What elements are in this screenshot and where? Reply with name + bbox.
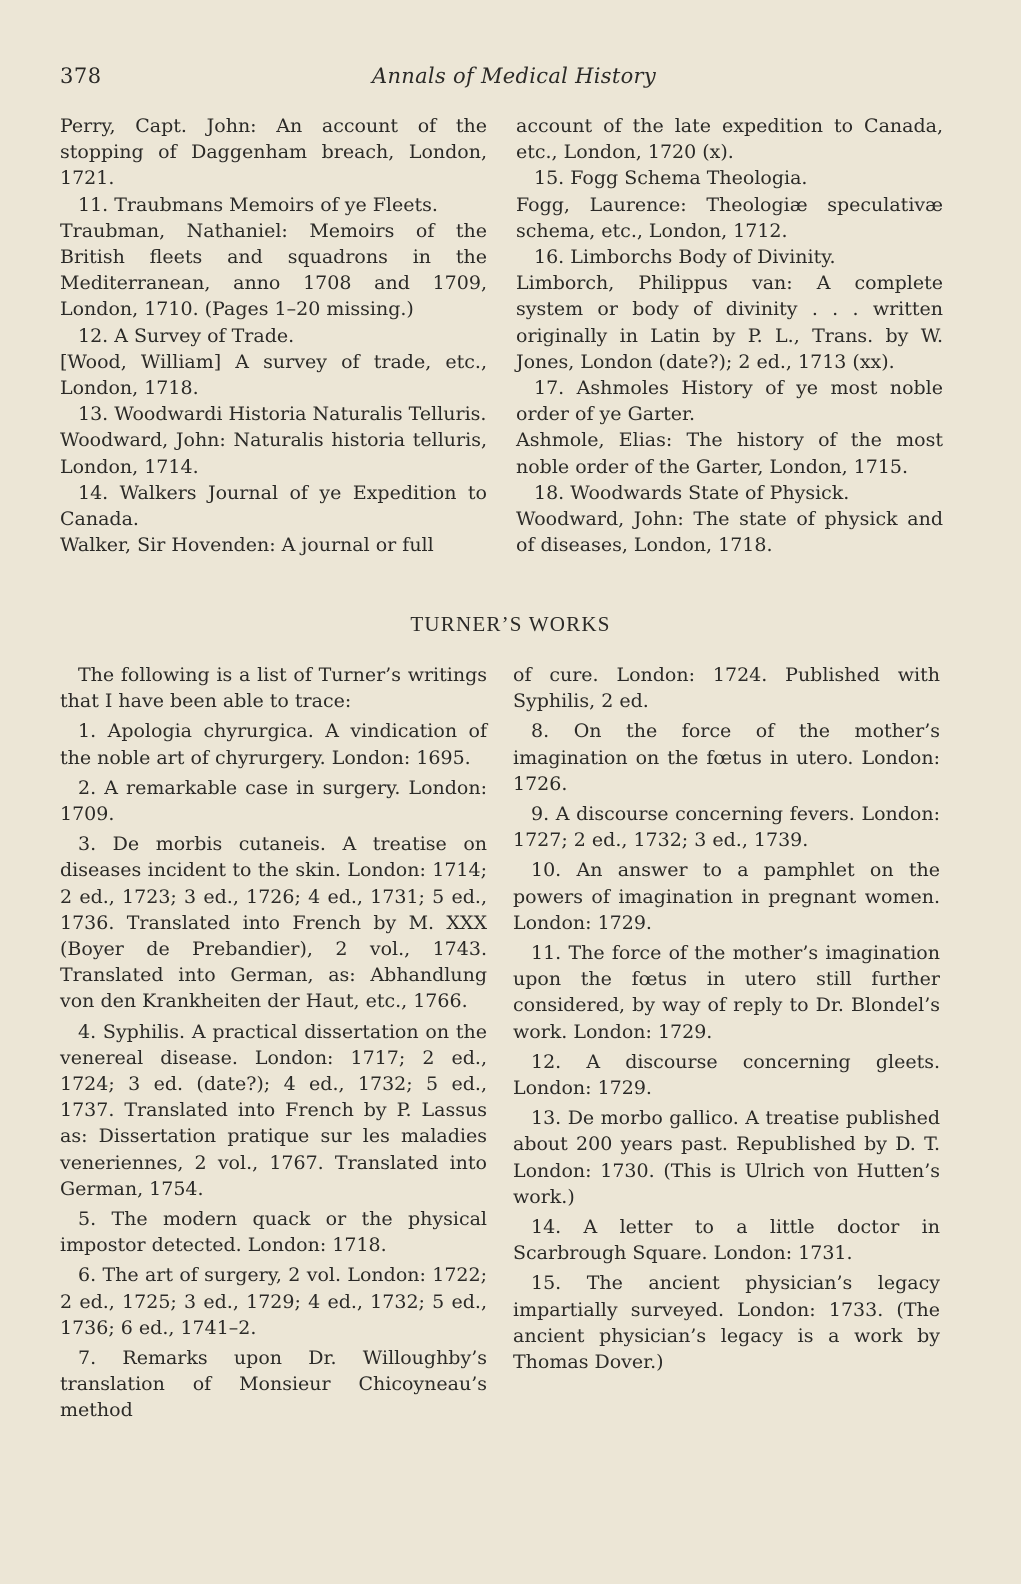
bottom-right-column [513, 662, 940, 1375]
top-right-column [516, 113, 943, 558]
list-item: 5. The modern quack or the physical impostor detected. London: 1718. [60, 1208, 487, 1257]
paragraph: Perry, Capt. John: An account of the stopping of Daggenham breach, London, 1721. [60, 115, 487, 190]
paragraph: The following is a list of Turner’s writings that I have been able to trace: [60, 664, 487, 713]
paragraph: 17. Ashmoles History of ye most noble order of ye Garter. [516, 377, 943, 426]
list-item: 6. The art of surgery, 2 vol. London: 1722; 2 ed., 1725; 3 ed., 1729; 4 ed., 1732; 5 ed., 1736; 6 ed., 1741–2. [60, 1264, 487, 1339]
bottom-left-column [60, 662, 487, 1424]
paragraph: 16. Limborchs Body of Divinity. [534, 246, 836, 269]
list-item: 1. Apologia chyrurgica. A vindication of the noble art of chyrurgery. London: 1695. [60, 720, 487, 769]
list-item: 4. Syphilis. A practical dissertation on the venereal disease. London: 1717; 2 ed., 1724; 3 ed. (date?); 4 ed., 1732; 5 ed., 1737. Translated into French by P. Lassus as: Dissertation pratique sur les maladies veneriennes, 2 vol., 1767. Translated into German, 1754. [60, 1020, 487, 1200]
paragraph: Fogg, Laurence: Theologiæ speculativæ schema, etc., London, 1712. [516, 193, 943, 242]
list-item: 10. An answer to a pamphlet on the powers of imagination in pregnant women. London: 1729. [513, 859, 940, 934]
paragraph: [Wood, William] A survey of trade, etc., London, 1718. [60, 350, 487, 400]
list-item: 3. De morbis cutaneis. A treatise on diseases incident to the skin. London: 1714; 2 ed., 1723; 3 ed., 1726; 4 ed., 1731; 5 ed., 1736. Translated into French by M. XXX (Boyer de Prebandier), 2 vol., 1743. Translated into German, as: Abhandlung von den Krankheiten der Haut, etc., 1766. [60, 833, 487, 1013]
paragraph: Ashmole, Elias: The history of the most noble order of the Garter, London, 1715. [516, 429, 943, 478]
list-item: of cure. London: 1724. Published with Syphilis, 2 ed. [513, 664, 940, 713]
list-item: 11. The force of the mother’s imagination upon the fœtus in utero still further considered, by way of reply to Dr. Blondel’s work. London: 1729. [513, 942, 940, 1043]
paragraph: Woodward, John: The state of physick and of diseases, London, 1718. [516, 508, 943, 557]
list-item: 9. A discourse concerning fevers. London: 1727; 2 ed., 1732; 3 ed., 1739. [513, 803, 940, 852]
list-item: 14. A letter to a little doctor in Scarbrough Square. London: 1731. [513, 1216, 940, 1265]
top-left-column [60, 113, 487, 558]
page-header [60, 64, 943, 94]
list-item: 13. De morbo gallico. A treatise published about 200 years past. Republished by D. T. London: 1730. (This is Ulrich von Hutten’s work.) [513, 1107, 940, 1208]
paragraph: Limborch, Philippus van: A complete system or body of divinity . . . written originally in Latin by P. L., Trans. by W. Jones, London (date?); 2 ed., 1713 (xx). [516, 272, 943, 373]
paragraph: Traubman, Nathaniel: Memoirs of the British fleets and squadrons in the Mediterranean, anno 1708 and 1709, London, 1710. (Pages 1–20 missing.) [60, 219, 487, 321]
list-item: 12. A discourse concerning gleets. London: 1729. [513, 1050, 940, 1100]
list-item: 15. The ancient physician’s legacy impartially surveyed. London: 1733. (The ancient physician’s legacy is a work by Thomas Dover.) [513, 1272, 940, 1374]
running-title: Annals of Medical History [372, 64, 657, 88]
paragraph: 12. A Survey of Trade. [78, 324, 295, 347]
list-item: 2. A remarkable case in surgery. London: 1709. [60, 776, 487, 826]
paragraph: Walker, Sir Hovenden: A journal or full [60, 534, 434, 557]
section-heading: TURNER’S WORKS [410, 612, 611, 636]
page-number: 378 [60, 64, 102, 88]
paragraph: 18. Woodwards State of Physick. [534, 481, 850, 504]
list-item: 8. On the force of the mother’s imagination on the fœtus in utero. London: 1726. [513, 720, 940, 795]
paragraph: account of the late expedition to Canada, etc., London, 1720 (x). [516, 115, 943, 164]
paragraph: Woodward, John: Naturalis historia telluris, London, 1714. [60, 429, 487, 478]
list-item: 7. Remarks upon Dr. Willoughby’s translation of Monsieur Chicoyneau’s method [60, 1347, 487, 1422]
paragraph: 15. Fogg Schema Theologia. [534, 167, 808, 190]
paragraph: 11. Traubmans Memoirs of ye Fleets. [78, 193, 438, 216]
paragraph: 13. Woodwardi Historia Naturalis Telluris. [78, 403, 487, 426]
paragraph: 14. Walkers Journal of ye Expedition to Canada. [60, 481, 487, 531]
